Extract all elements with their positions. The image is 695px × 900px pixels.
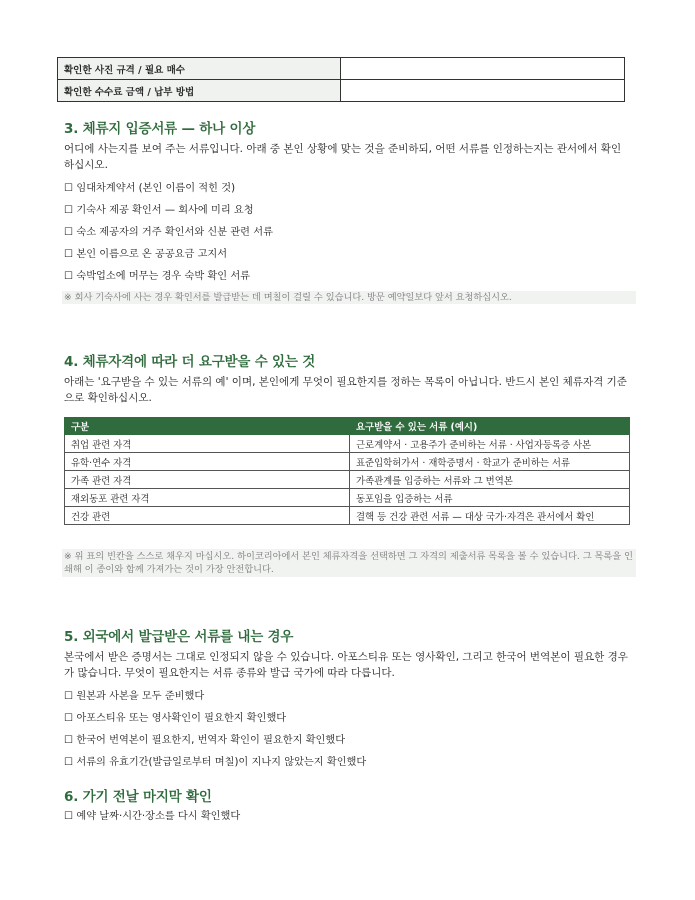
checklist-item[interactable]: ☐ 서류의 유효기간(발급일로부터 며칠)이 지나지 않았는지 확인했다 xyxy=(64,757,367,768)
checklist-item[interactable]: ☐ 기숙사 제공 확인서 — 회사에 미리 요청 xyxy=(64,205,254,216)
table-cell: 근로계약서 · 고용주가 준비하는 서류 · 사업자등록증 사본 xyxy=(350,435,630,453)
table-cell: 동포임을 입증하는 서류 xyxy=(350,489,630,507)
section-5-title: 5. 외국에서 발급받은 서류를 내는 경우 xyxy=(64,629,294,645)
table-cell: 취업 관련 자격 xyxy=(65,435,350,453)
checklist-item[interactable]: ☐ 원본과 사본을 모두 준비했다 xyxy=(64,691,205,702)
table-row xyxy=(58,80,625,102)
table-cell: 가족 관련 자격 xyxy=(65,471,350,489)
table-row xyxy=(65,507,630,525)
checklist-item[interactable]: ☐ 숙소 제공자의 거주 확인서와 신분 관련 서류 xyxy=(64,227,273,238)
column-header: 구분 xyxy=(65,418,350,435)
section-3-title: 3. 체류지 입증서류 — 하나 이상 xyxy=(64,121,256,137)
section-4-note: ※ 위 표의 빈칸을 스스로 채우지 마십시오. 하이코리아에서 본인 체류자격을 선택하면 그 자격의 제출서류 목록을 볼 수 있습니다. 그 목록을 인쇄해 이 종이와 함께 가져가는 것이 가장 안전합니다. xyxy=(62,549,636,577)
table-cell: 가족관계를 입증하는 서류와 그 번역본 xyxy=(350,471,630,489)
table-row xyxy=(65,489,630,507)
table-row xyxy=(65,471,630,489)
section-4-title: 4. 체류자격에 따라 더 요구받을 수 있는 것 xyxy=(64,354,316,370)
checklist-item[interactable]: ☐ 임대차계약서 (본인 이름이 적힌 것) xyxy=(64,183,236,194)
section-3-intro: 어디에 사는지를 보여 주는 서류입니다. 아래 중 본인 상황에 맞는 것을 준비하되, 어떤 서류를 인정하는지는 관서에서 확인하십시오. xyxy=(64,143,622,171)
checklist-item[interactable]: ☐ 본인 이름으로 온 공공요금 고지서 xyxy=(64,249,228,260)
section-3-note: ※ 회사 기숙사에 사는 경우 확인서를 발급받는 데 며칠이 걸릴 수 있습니다. 방문 예약일보다 앞서 요청하십시오. xyxy=(62,291,636,304)
table-row xyxy=(58,58,625,80)
requirements-table xyxy=(64,417,630,525)
table-cell: 유학·연수 자격 xyxy=(65,453,350,471)
table-row xyxy=(65,435,630,453)
table-label: 확인한 사진 규격 / 필요 매수 xyxy=(58,58,341,80)
table-label: 확인한 수수료 금액 / 납부 방법 xyxy=(58,80,341,102)
checklist-item[interactable]: ☐ 아포스티유 또는 영사확인이 필요한지 확인했다 xyxy=(64,713,287,724)
section-5-intro: 본국에서 받은 증명서는 그대로 인정되지 않을 수 있습니다. 아포스티유 또는 영사확인, 그리고 한국어 번역본이 필요한 경우가 많습니다. 무엇이 필요한지는 서류 종류와 발급 국가에 따라 다릅니다. xyxy=(64,651,628,679)
table-row xyxy=(65,453,630,471)
table-cell: 결핵 등 건강 관련 서류 — 대상 국가·자격은 관서에서 확인 xyxy=(350,507,630,525)
section-4-intro: 아래는 '요구받을 수 있는 서류의 예' 이며, 본인에게 무엇이 필요한지를 정하는 목록이 아닙니다. 반드시 본인 체류자격 기준으로 확인하십시오. xyxy=(64,376,627,404)
checklist-item[interactable]: ☐ 예약 날짜·시간·장소를 다시 확인했다 xyxy=(64,811,241,822)
checklist-item[interactable]: ☐ 숙박업소에 머무는 경우 숙박 확인 서류 xyxy=(64,271,251,282)
table-cell: 표준입학허가서 · 재학증명서 · 학교가 준비하는 서류 xyxy=(350,453,630,471)
checklist-item[interactable]: ☐ 한국어 번역본이 필요한지, 번역자 확인이 필요한지 확인했다 xyxy=(64,735,346,746)
table-cell: 건강 관련 xyxy=(65,507,350,525)
photo-fee-table xyxy=(57,57,625,102)
table-cell: 재외동포 관련 자격 xyxy=(65,489,350,507)
column-header: 요구받을 수 있는 서류 (예시) xyxy=(350,418,630,435)
table-blank-cell xyxy=(341,80,625,102)
section-6-title: 6. 가기 전날 마지막 확인 xyxy=(64,789,212,805)
table-blank-cell xyxy=(341,58,625,80)
table-header-row xyxy=(65,418,630,435)
